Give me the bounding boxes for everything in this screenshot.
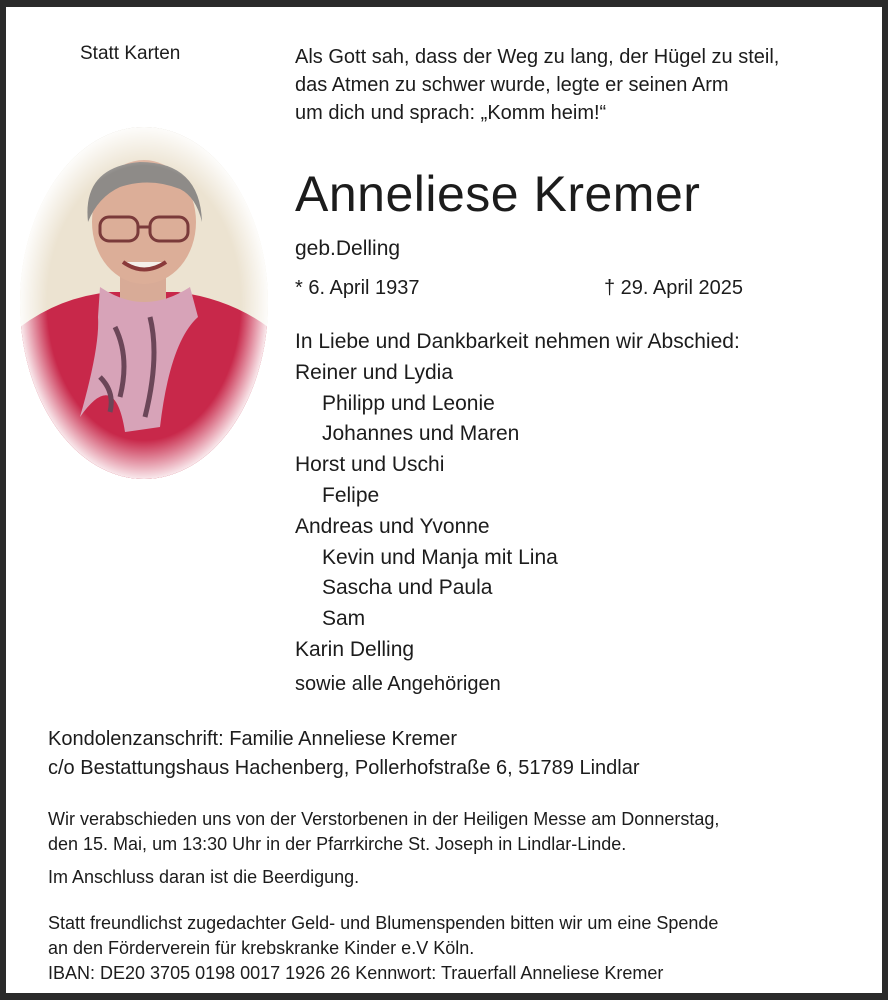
condolence-address — [48, 725, 639, 783]
condolence-line: Kondolenzanschrift: Familie Anneliese Kremer — [48, 728, 458, 750]
donation-line: Statt freundlichst zugedachter Geld- und Blumenspenden bitten wir um eine Spende — [48, 913, 719, 933]
donation-line: IBAN: DE20 3705 0198 0017 1926 26 Kennwort: Trauerfall Anneliese Kremer — [48, 963, 664, 983]
mourner-line: Karin Delling — [295, 637, 415, 661]
condolence-line: c/o Bestattungshaus Hachenberg, Pollerhofstraße 6, 51789 Lindlar — [48, 757, 640, 779]
service-line: den 15. Mai, um 13:30 Uhr in der Pfarrkirche St. Joseph in Lindlar-Linde. — [48, 834, 627, 854]
donation-line: an den Förderverein für krebskranke Kinder e.V Köln. — [48, 938, 475, 958]
birth-name: geb.Delling — [295, 237, 401, 260]
burial-note: Im Anschluss daran ist die Beerdigung. — [48, 867, 360, 887]
poem-line: Als Gott sah, dass der Weg zu lang, der Hügel zu steil, — [295, 46, 780, 68]
statt-karten-note: Statt Karten — [80, 43, 181, 64]
deceased-name: Anneliese Kremer — [295, 166, 701, 222]
mourner-line: Felipe — [322, 483, 380, 507]
mourner-line: Philipp und Leonie — [322, 391, 495, 415]
mourner-line: Sam — [322, 607, 366, 631]
mourner-line: Sascha und Paula — [322, 576, 493, 600]
relatives-note: sowie alle Angehörigen — [295, 673, 501, 695]
mourner-line: Andreas und Yvonne — [295, 514, 490, 538]
poem-line: das Atmen zu schwer wurde, legte er seinen Arm — [295, 74, 729, 96]
death-date: † 29. April 2025 — [604, 277, 743, 299]
mourner-line: Reiner und Lydia — [295, 360, 453, 384]
portrait-photo — [20, 127, 268, 479]
donation-info — [48, 911, 718, 986]
mourners-intro: In Liebe und Dankbarkeit nehmen wir Abschied: — [295, 330, 740, 353]
service-info — [48, 807, 719, 857]
poem-line: um dich und sprach: „Komm heim!“ — [295, 102, 607, 124]
mourner-line: Kevin und Manja mit Lina — [322, 545, 558, 569]
obituary-card — [6, 7, 882, 993]
portrait-illustration — [20, 127, 268, 479]
mourner-line: Johannes und Maren — [322, 422, 520, 446]
service-line: Wir verabschieden uns von der Verstorbenen in der Heiligen Messe am Donnerstag, — [48, 809, 720, 829]
mourners-list — [295, 327, 740, 666]
mourner-line: Horst und Uschi — [295, 453, 445, 477]
poem — [295, 43, 779, 127]
birth-date: * 6. April 1937 — [295, 277, 420, 299]
